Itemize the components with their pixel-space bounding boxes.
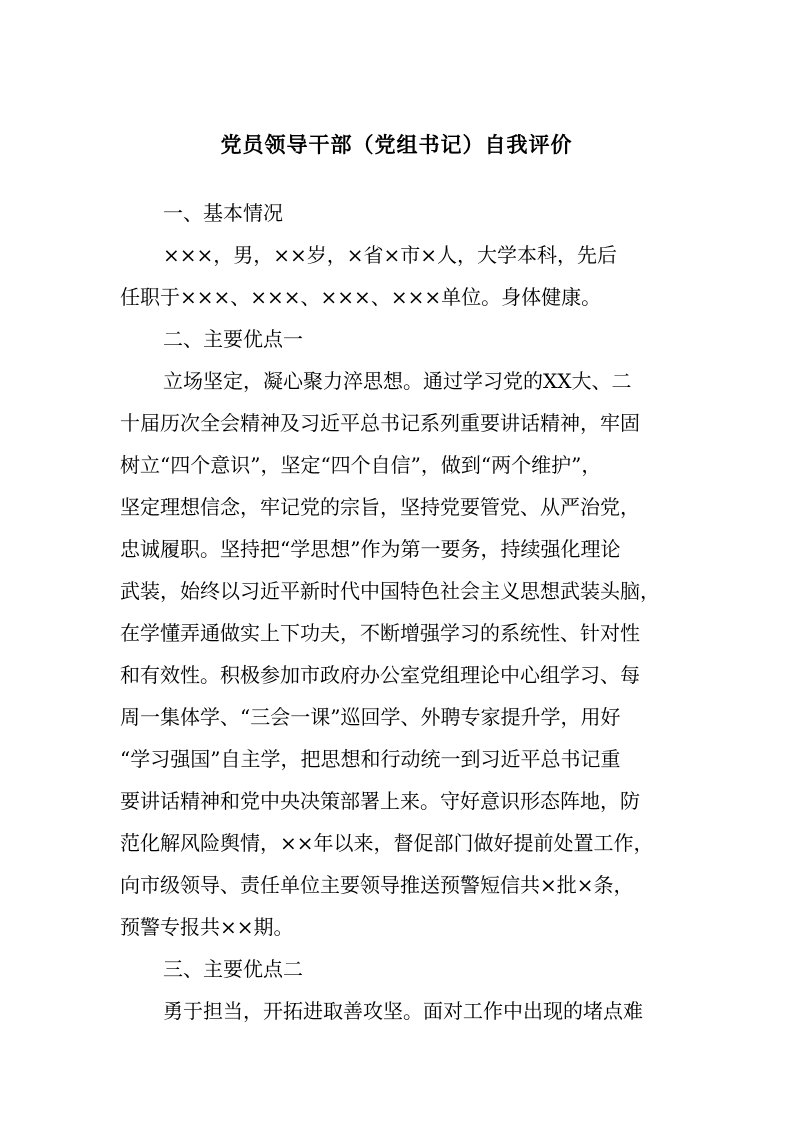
paragraph-line: 十届历次全会精神及习近平总书记系列重要讲话精神，牢固 <box>120 411 640 435</box>
paragraph-line: “学习强国”自主学，把思想和行动统一到习近平总书记重 <box>120 747 621 771</box>
paragraph-line: 向市级领导、责任单位主要领导推送预警短信共×批×条， <box>120 873 634 897</box>
paragraph-line: 坚定理想信念，牢记党的宗旨，坚持党要管党、从严治党， <box>120 495 640 519</box>
paragraph-line: 预警专报共××期。 <box>120 915 294 939</box>
paragraph-line: 树立“四个意识”，坚定“四个自信”，做到“两个维护”， <box>120 453 602 477</box>
document-title: 党员领导干部（党组书记）自我评价 <box>220 132 573 157</box>
heading-strength-one: 二、主要优点一 <box>163 327 303 351</box>
paragraph-line: 周一集体学、“三会一课”巡回学、外聘专家提升学，用好 <box>120 705 621 729</box>
heading-strength-two: 三、主要优点二 <box>163 957 303 981</box>
paragraph-line: 和有效性。积极参加市政府办公室党组理论中心组学习、每 <box>120 663 640 687</box>
paragraph-line: 要讲话精神和党中央决策部署上来。守好意识形态阵地，防 <box>120 789 640 813</box>
paragraph-line: ×××，男，××岁，×省×市×人，大学本科，先后 <box>163 243 618 267</box>
paragraph-line: 立场坚定，凝心聚力淬思想。通过学习党的XX大、二 <box>163 369 632 393</box>
paragraph-line: 忠诚履职。坚持把“学思想”作为第一要务，持续强化理论 <box>120 537 621 561</box>
paragraph-line: 勇于担当，开拓进取善攻坚。面对工作中出现的堵点难 <box>163 999 643 1023</box>
paragraph-line: 在学懂弄通做实上下功夫，不断增强学习的系统性、针对性 <box>120 621 640 645</box>
paragraph-line: 武装，始终以习近平新时代中国特色社会主义思想武装头脑， <box>120 579 660 603</box>
heading-basic-info: 一、基本情况 <box>163 201 283 225</box>
paragraph-line: 范化解风险舆情，××年以来，督促部门做好提前处置工作， <box>120 831 654 855</box>
paragraph-line: 任职于×××、×××、×××、×××单位。身体健康。 <box>120 285 602 309</box>
